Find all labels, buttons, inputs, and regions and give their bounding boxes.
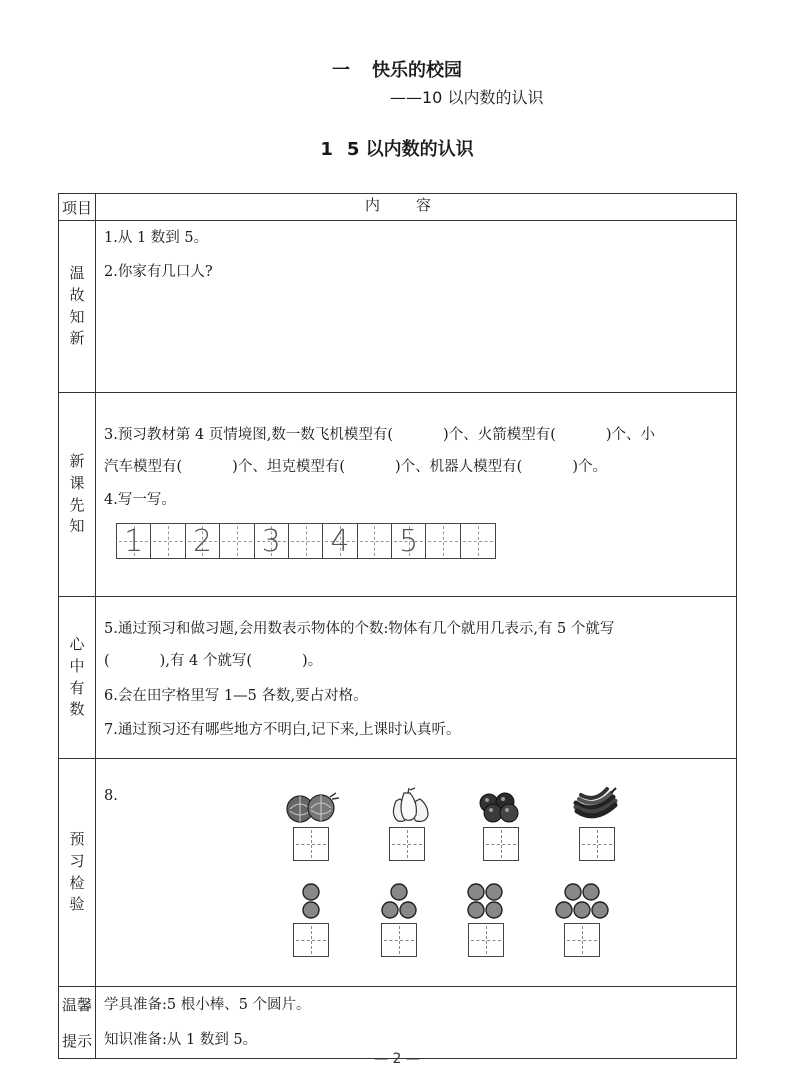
question-1: 1.从 1 数到 5。	[104, 230, 209, 246]
section-label-review: 温故知新	[69, 264, 85, 348]
page-number: — 2 —	[374, 1051, 420, 1067]
question-7: 7.通过预习还有哪些地方不明白,记下来,上课时认真听。	[104, 722, 461, 738]
section-label-preview: 新课先知	[69, 452, 85, 536]
circles-five	[554, 883, 610, 921]
lesson-number: 1	[320, 139, 333, 160]
tip-tools: 学具准备:5 根小棒、5 个圆片。	[104, 996, 311, 1013]
lesson-title	[0, 135, 794, 161]
banana-icon	[573, 785, 619, 823]
question-4: 4.写一写。	[104, 492, 176, 508]
grid-cell[interactable]	[151, 524, 185, 558]
unit-subtitle: ——10 以内数的认识	[390, 88, 544, 107]
grid-cell[interactable]	[289, 524, 323, 558]
question-2: 2.你家有几口人?	[104, 264, 213, 280]
grid-cell-digit[interactable]: 2	[186, 524, 220, 558]
writing-grid	[116, 523, 496, 559]
circles-two	[298, 883, 324, 921]
circles-three	[380, 883, 418, 921]
unit-title-text: 快乐的校园	[372, 60, 462, 81]
unit-number: 一	[332, 60, 350, 81]
grid-cell[interactable]	[461, 524, 495, 558]
lesson-title-text: 5 以内数的认识	[346, 139, 474, 160]
section-tips-row-1	[59, 987, 737, 1023]
header-content: 内容	[96, 194, 737, 221]
header-item: 项目	[59, 194, 96, 221]
answer-box-pear[interactable]	[389, 827, 425, 861]
section-review	[59, 221, 737, 393]
section-label-check: 预习检验	[69, 830, 85, 914]
section-label-tips-bottom: 提示	[59, 1023, 96, 1059]
pear-icon	[386, 787, 432, 825]
answer-box-three[interactable]	[381, 923, 417, 957]
grid-cell[interactable]	[426, 524, 460, 558]
grid-cell-digit[interactable]: 1	[117, 524, 151, 558]
grid-cell[interactable]	[220, 524, 254, 558]
tip-knowledge: 知识准备:从 1 数到 5。	[104, 1032, 258, 1049]
question-8: 8.	[104, 788, 118, 804]
section-check	[59, 759, 737, 987]
section-label-tips-top: 温馨	[59, 987, 96, 1023]
table-header-row	[59, 194, 737, 221]
grid-cell-digit[interactable]: 5	[392, 524, 426, 558]
answer-box-four[interactable]	[468, 923, 504, 957]
circles-four	[466, 883, 504, 921]
answer-box-banana[interactable]	[579, 827, 615, 861]
apple-icon	[478, 789, 522, 823]
watermelon-icon	[282, 789, 342, 825]
section-understanding	[59, 597, 737, 759]
question-6: 6.会在田字格里写 1—5 各数,要占对格。	[104, 688, 368, 704]
grid-cell-digit[interactable]: 4	[323, 524, 357, 558]
section-label-understanding: 心中有数	[69, 635, 85, 719]
unit-title	[0, 56, 794, 82]
grid-cell[interactable]	[358, 524, 392, 558]
answer-box-watermelon[interactable]	[293, 827, 329, 861]
worksheet-table	[58, 193, 737, 1059]
question-3: 3.预习教材第 4 页情境图,数一数飞机模型有( )个、火箭模型有( )个、小 汽车模型有( )个、坦克模型有( )个、机器人模型有( )个。	[104, 427, 656, 475]
answer-box-five[interactable]	[564, 923, 600, 957]
question-5: 5.通过预习和做习题,会用数表示物体的个数:物体有几个就用几表示,有 5 个就写 ( ),有 4 个就写( )。	[104, 621, 615, 669]
answer-box-apple[interactable]	[483, 827, 519, 861]
grid-cell-digit[interactable]: 3	[255, 524, 289, 558]
answer-box-two[interactable]	[293, 923, 329, 957]
section-preview	[59, 393, 737, 597]
